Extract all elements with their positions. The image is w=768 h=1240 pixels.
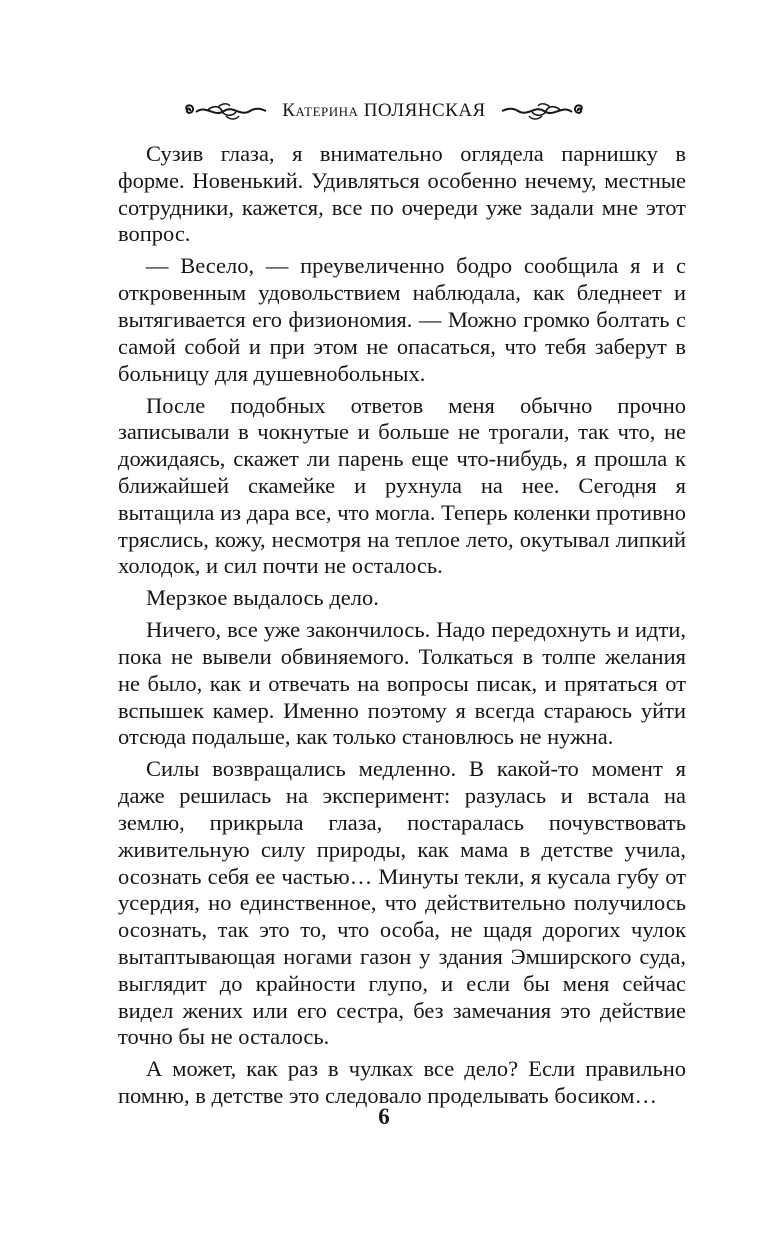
paragraph: После подобных ответов меня обычно прочно записывали в чокнутые и больше не трогали, так что, не дожидаясь, скажет ли парень еще что-нибудь, я прошла к ближайшей скамейке и рухнула на нее. Сегодня я вытащила из дара все, что могла. Теперь коленки противно тряслись, кожу, несмотря на теплое лето, окутывал липкий холодок, и сил почти не осталось. bbox=[118, 392, 686, 579]
flourish-left-icon bbox=[178, 100, 268, 122]
paragraph: Силы возвращались медленно. В какой-то момент я даже решилась на эксперимент: разулась и встала на землю, прикрыла глаза, постаралась почувствовать живительную силу природы, как мама в детстве учила, осознать себя ее частью… Минуты текли, я кусала губу от усердия, но единственное, что действительно получилось осознать, так это то, что особа, не щадя дорогих чулок вытаптывающая ногами газон у здания Эмширского суда, выглядит до крайности глупо, и если бы меня сейчас видел жених или его сестра, без замечания это действие точно бы не осталось. bbox=[118, 756, 686, 1050]
paragraph: Сузив глаза, я внимательно оглядела парнишку в форме. Новенький. Удивляться особенно нечему, местные сотрудники, кажется, все по очереди уже задали мне этот вопрос. bbox=[118, 141, 686, 247]
paragraph: — Весело, — преувеличенно бодро сообщила я и с откровенным удовольствием наблюдала, как бледнеет и вытягивается его физиономия. — Можно громко болтать с самой собой и при этом не опасаться, что тебя заберут в больницу для душевнобольных. bbox=[118, 253, 686, 386]
paragraph: Ничего, все уже закончилось. Надо передохнуть и идти, пока не вывели обвиняемого. Толкаться в толпе желания не было, как и отвечать на вопросы писак, и прятаться от вспышек камер. Именно поэтому я всегда стараюсь уйти отсюда подальше, как только становлюсь не нужна. bbox=[118, 617, 686, 750]
header-author-name bbox=[282, 100, 485, 122]
paragraph: Мерзкое выдалось дело. bbox=[146, 585, 379, 611]
body-text bbox=[118, 141, 686, 1115]
author-first-name: Катерина bbox=[282, 100, 359, 121]
page-number: 6 bbox=[378, 1104, 390, 1129]
author-last-name: ПОЛЯНСКАЯ bbox=[363, 100, 486, 121]
flourish-right-icon bbox=[500, 100, 590, 122]
running-header bbox=[0, 96, 768, 126]
paragraph: А может, как раз в чулках все дело? Если правильно помню, в детстве это следовало проделывать босиком… bbox=[118, 1056, 686, 1109]
